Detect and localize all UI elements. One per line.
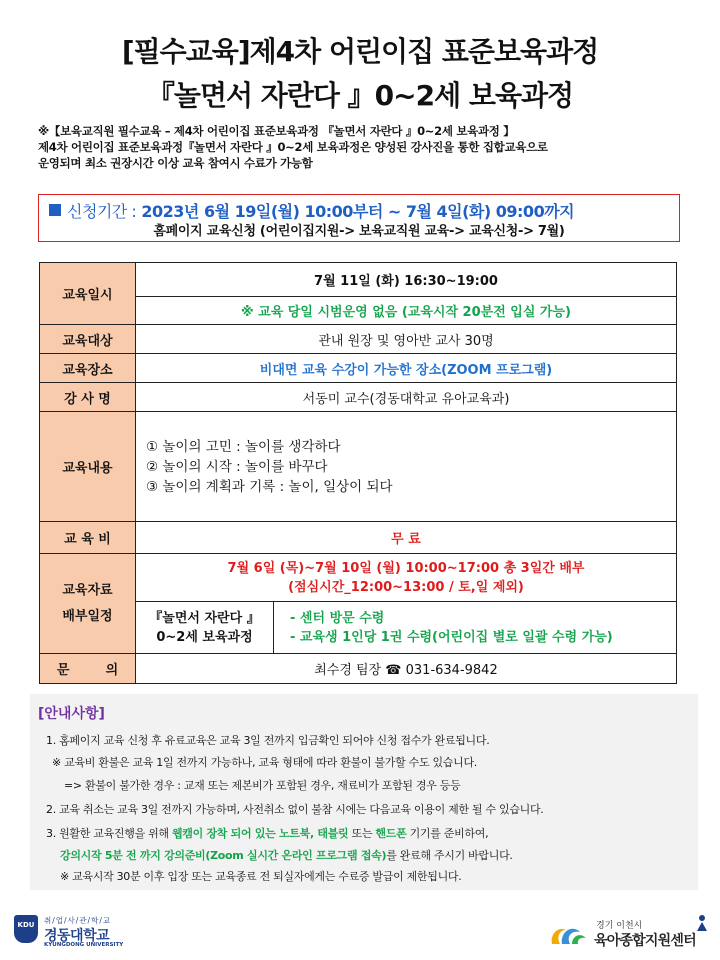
course-info-table: [39, 262, 677, 684]
center-region: 경기 이천시: [596, 921, 643, 931]
content-item: ① 놀이의 고민 : 놀이를 생각하다: [146, 438, 341, 455]
notice-line-5-c: 또는: [348, 827, 376, 840]
center-name: 육아종합지원센터: [594, 933, 696, 949]
content-item: ③ 놀이의 계획과 기록 : 놀이, 일상이 되다: [146, 478, 393, 495]
notice-line-5: [46, 825, 488, 841]
content-label: 교육내용: [40, 412, 136, 522]
notice-title: [안내사항]: [38, 706, 105, 722]
material-date-2: (점심시간_12:00~13:00 / 토,일 제외): [288, 579, 524, 595]
notice-line-5-e: 기기를 준비하여,: [406, 827, 489, 840]
notice-device-text: 웹캠이 장착 되어 있는 노트북, 태블릿: [171, 827, 349, 840]
contact-label: 문 의: [40, 654, 136, 684]
fee-label: 교 육 비: [40, 522, 136, 554]
lecturer-value: 서동미 교수(경동대학교 유아교육과): [136, 383, 677, 412]
emblem-text: KDU: [17, 921, 35, 929]
application-period-value: 2023년 6월 19일(월) 10:00부터 ~ 7월 4일(화) 09:00까지: [141, 202, 575, 221]
datetime-label: 교육일시: [40, 263, 136, 325]
notice-line-4: 2. 교육 취소는 교육 3일 전까지 가능하며, 사전취소 없이 불참 시에는 다음교육 이용이 제한 될 수 있습니다.: [46, 803, 544, 816]
notice-line-6-b: 를 완료해 주시기 바랍니다.: [386, 849, 513, 862]
notice-box: [30, 694, 698, 890]
notice-line-5-a: 3. 원활한 교육진행을 위해: [46, 827, 172, 840]
childcare-center-logo: [548, 914, 714, 954]
notice-line-1: 1. 홈페이지 교육 신청 후 유료교육은 교육 3일 전까지 입금확인 되어야 신청 접수가 완료됩니다.: [46, 734, 490, 747]
content-item: ② 놀이의 시작 : 놀이를 바꾸다: [146, 458, 328, 475]
notice-line-2: ※ 교육비 환불은 교육 1일 전까지 가능하나, 교육 형태에 따라 환불이 불가할 수도 있습니다.: [52, 756, 477, 769]
person-figure-icon: [694, 914, 710, 932]
datetime-note: ※ 교육 당일 시범운영 없음 (교육시작 20분전 입실 가능): [136, 297, 677, 325]
material-book-1: 『놀면서 자란다 』: [149, 610, 260, 626]
datetime-value: 7월 11일 (화) 16:30~19:00: [136, 263, 677, 297]
material-date-1: 7월 6일 (목)~7월 10일 (월) 10:00~17:00 총 3일간 배부: [227, 560, 585, 576]
title-line-2: 『놀면서 자란다 』0~2세 보육과정: [146, 79, 574, 112]
intro-line-2: 제4차 어린이집 표준보육과정『놀면서 자란다 』0~2세 보육과정은 양성된 강사진을 통한 집합교육으로: [38, 140, 548, 154]
place-value: 비대면 교육 수강이 가능한 장소(ZOOM 프로그램): [136, 354, 677, 383]
content-list: [136, 412, 677, 522]
material-label-1: 교육자료: [62, 582, 113, 598]
university-emblem-icon: [14, 915, 38, 943]
material-method-2: - 교육생 1인당 1권 수령(어린이집 별로 일괄 수령 가능): [290, 629, 613, 645]
logo-english-name: KYUNGDONG UNIVERSITY: [44, 942, 124, 948]
application-period-label: 신청기간 :: [67, 202, 137, 221]
kyungdong-university-logo: [14, 915, 144, 951]
application-method: 홈페이지 교육신청 (어린이집지원-> 보육교직원 교육-> 교육신청-> 7월): [153, 224, 565, 239]
material-book-2: 0~2세 보육과정: [156, 629, 253, 645]
logo-name: 경동대학교: [44, 928, 110, 944]
notice-phone-text: 핸드폰: [375, 827, 407, 840]
notice-prep-text: 강의시작 5분 전 까지 강의준비(Zoom 실시간 온라인 프로그램 접속): [60, 849, 387, 862]
intro-text: [38, 123, 698, 171]
notice-line-3: => 환불이 불가한 경우 : 교재 또는 제본비가 포함된 경우, 재료비가 포함된 경우 등등: [64, 779, 461, 792]
contact-value: 최수경 팀장 ☎ 031-634-9842: [136, 654, 677, 684]
blue-square-icon: [49, 204, 61, 216]
material-method: [274, 602, 677, 654]
logo-slogan: 취/업/사/관/학/교: [44, 916, 112, 925]
material-label-2: 배부일정: [62, 608, 113, 624]
intro-line-3: 운영되며 최소 권장시간 이상 교육 참여시 수료가 가능함: [38, 156, 313, 170]
material-label: [40, 554, 136, 654]
material-schedule: [136, 554, 677, 602]
intro-line-1: ※【보육교직원 필수교육 – 제4차 어린이집 표준보육과정 『놀면서 자란다 』0~2세 보육과정 】: [38, 124, 515, 138]
material-book: [136, 602, 274, 654]
notice-line-7: ※ 교육시작 30분 이후 입장 또는 교육종료 전 퇴실자에게는 수료증 발급이 제한됩니다.: [60, 870, 462, 883]
material-method-1: - 센터 방문 수령: [290, 610, 385, 626]
center-mark-icon: [548, 920, 588, 950]
fee-value: 무 료: [136, 522, 677, 554]
title-line-1: [필수교육]제4차 어린이집 표준보육과정: [121, 35, 599, 68]
target-label: 교육대상: [40, 325, 136, 354]
application-period-box: [38, 194, 680, 242]
target-value: 관내 원장 및 영아반 교사 30명: [136, 325, 677, 354]
place-label: 교육장소: [40, 354, 136, 383]
lecturer-label: 강 사 명: [40, 383, 136, 412]
notice-line-6: [60, 847, 513, 863]
application-period: [49, 199, 574, 222]
